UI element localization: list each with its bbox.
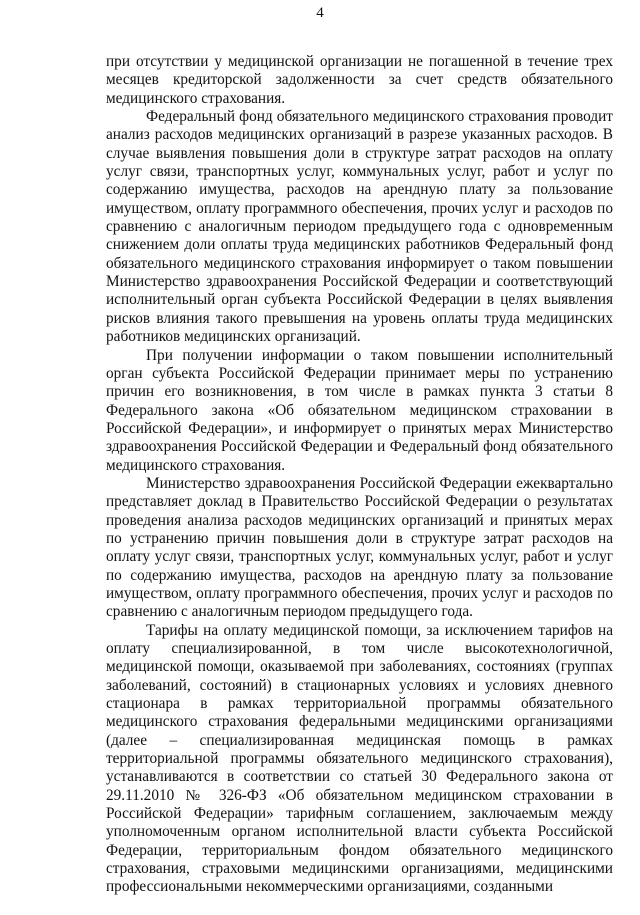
paragraph-3: При получении информации о таком повышении исполнительный орган субъекта Российской Федерации принимает меры по устранению причин его возникновения, в том числе в рамках пункта 3 статьи 8 Федерального закона «Об обязательном медицинском страховании в Российской Федерации», и информирует о принятых мерах Министерство здравоохранения Российской Федерации и Федеральный фонд обязательного медицинского страхования.	[106, 346, 613, 474]
paragraph-1: при отсутствии у медицинской организации не погашенной в течение трех месяцев кредиторской задолженности за счет средств обязательного медицинского страхования.	[106, 53, 613, 107]
page-number: 4	[316, 5, 324, 21]
body-text	[106, 53, 613, 897]
paragraph-2: Федеральный фонд обязательного медицинского страхования проводит анализ расходов медицинских организаций в разрезе указанных расходов. В случае выявления повышения доли в структуре затрат расходов на оплату услуг связи, транспортных услуг, коммунальных услуг, работ и услуг по содержанию имущества, расходов на арендную плату за пользование имуществом, оплату программного обеспечения, прочих услуг и расходов по сравнению с аналогичным периодом предыдущего года с одновременным снижением доли оплаты труда медицинских работников Федеральный фонд обязательного медицинского страхования информирует о таком повышении Министерство здравоохранения Российской Федерации и соответствующий исполнительный орган субъекта Российской Федерации в целях выявления рисков влияния такого превышения на уровень оплаты труда медицинских работников медицинских организаций.	[106, 108, 613, 346]
paragraph-4: Министерство здравоохранения Российской Федерации ежеквартально представляет доклад в Правительство Российской Федерации о результатах проведения анализа расходов медицинских организаций и принятых мерах по устранению причин повышения доли в структуре затрат расходов на оплату услуг связи, транспортных услуг, коммунальных услуг, работ и услуг по содержанию имущества, расходов на арендную плату за пользование имуществом, оплату программного обеспечения, прочих услуг и расходов по сравнению с аналогичным периодом предыдущего года.	[106, 474, 613, 621]
paragraph-5: Тарифы на оплату медицинской помощи, за исключением тарифов на оплату специализированной, в том числе высокотехнологичной, медицинской помощи, оказываемой при заболеваниях, состояниях (группах заболеваний, состояний) в стационарных условиях и условиях дневного стационара в рамках территориальной программы обязательного медицинского страхования федеральными медицинскими организациями (далее – специализированная медицинская помощь в рамках территориальной программы обязательного медицинского страхования), устанавливаются в соответствии со статьей 30 Федерального закона от 29.11.2010 № 326-ФЗ «Об обязательном медицинском страховании в Российской Федерации» тарифным соглашением, заключаемым между уполномоченным органом исполнительной власти субъекта Российской Федерации, территориальным фондом обязательного медицинского страхования, страховыми медицинскими организациями, медицинскими профессиональными некоммерческими организациями, созданными	[106, 621, 613, 896]
